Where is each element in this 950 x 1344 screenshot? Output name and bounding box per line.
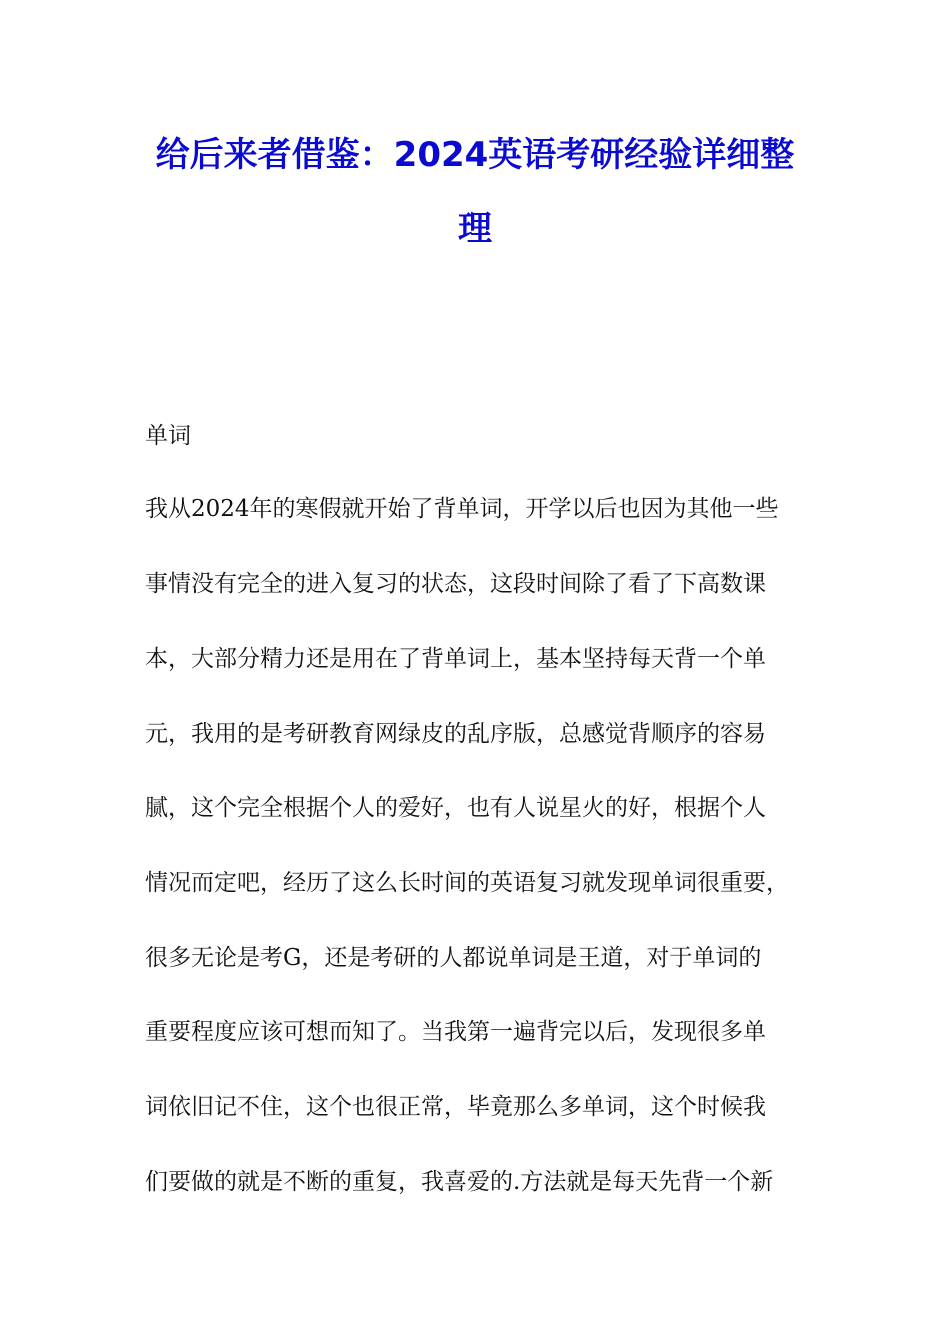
body-line: 我从2024年的寒假就开始了背单词，开学以后也因为其他一些 xyxy=(145,496,779,522)
body-line: 腻，这个完全根据个人的爱好，也有人说星火的好，根据个人 xyxy=(145,795,766,821)
body-line: 们要做的就是不断的重复，我喜爱的.方法就是每天先背一个新 xyxy=(145,1169,774,1195)
body-line: 重要程度应该可想而知了。当我第一遍背完以后，发现很多单 xyxy=(145,1019,766,1045)
title-line-1: 给后来者借鉴：2024英语考研经验详细整 xyxy=(155,135,795,175)
document-title xyxy=(120,118,830,266)
body-line: 本，大部分精力还是用在了背单词上，基本坚持每天背一个单 xyxy=(145,646,766,672)
body-line: 事情没有完全的进入复习的状态，这段时间除了看了下高数课 xyxy=(145,571,766,597)
body-line: 元，我用的是考研教育网绿皮的乱序版，总感觉背顺序的容易 xyxy=(145,721,766,747)
body-line: 情况而定吧，经历了这么长时间的英语复习就发现单词很重要， xyxy=(145,870,789,896)
body-line: 很多无论是考G，还是考研的人都说单词是王道，对于单词的 xyxy=(145,945,762,971)
title-line-2: 理 xyxy=(458,209,492,249)
section-heading: 单词 xyxy=(145,423,191,449)
body-line: 词依旧记不住，这个也很正常，毕竟那么多单词，这个时候我 xyxy=(145,1094,766,1120)
